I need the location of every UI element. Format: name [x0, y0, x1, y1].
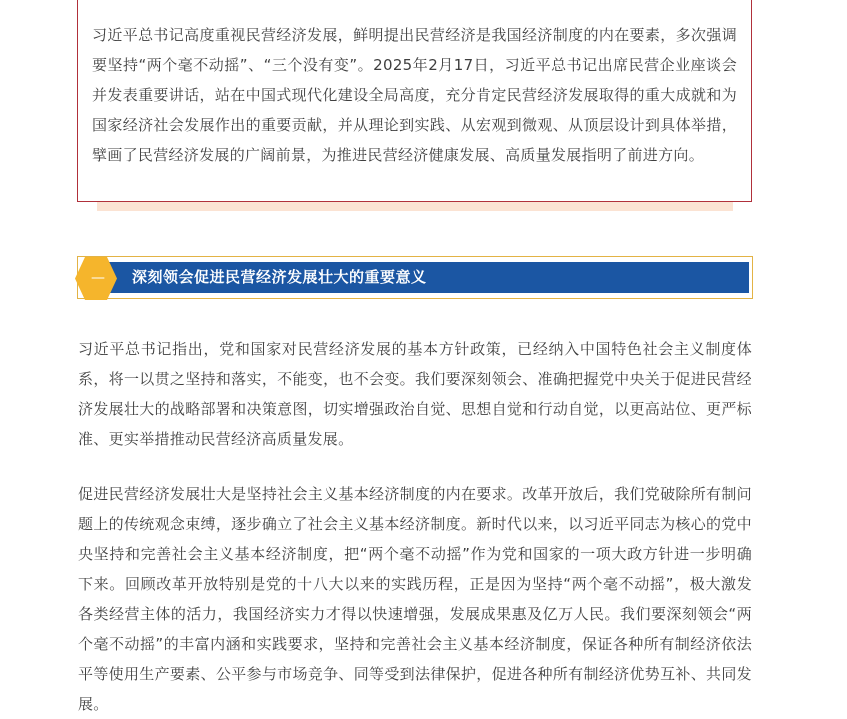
paragraph-1: 习近平总书记指出，党和国家对民营经济发展的基本方针政策，已经纳入中国特色社会主义制度体系，将一以贯之坚持和落实，不能变，也不会变。我们要深刻领会、准确把握党中央关于促进民营经济发展壮大的战略部署和决策意图，切实增强政治自觉、思想自觉和行动自觉，以更高站位、更严标准、更实举措推动民营经济高质量发展。: [78, 340, 752, 448]
section-header-bar: [104, 262, 749, 293]
intro-box: [77, 0, 752, 202]
paragraph-2: 促进民营经济发展壮大是坚持社会主义基本经济制度的内在要求。改革开放后，我们党破除所有制问题上的传统观念束缚，逐步确立了社会主义基本经济制度。新时代以来，以习近平同志为核心的党中央坚持和完善社会主义基本经济制度，把“两个毫不动摇”作为党和国家的一项大政方针进一步明确下来。回顾改革开放特别是党的十八大以来的实践历程，正是因为坚持“两个毫不动摇”，极大激发各类经营主体的活力，我国经济实力才得以快速增强，发展成果惠及亿万人民。我们要深刻领会“两个毫不动摇”的丰富内涵和实践要求，坚持和完善社会主义基本经济制度，保证各种所有制经济依法平等使用生产要素、公平参与市场竞争、同等受到法律保护，促进各种所有制经济优势互补、共同发展。: [78, 485, 752, 713]
section-number-mark: —: [91, 270, 105, 286]
intro-shadow: [97, 202, 733, 211]
section-title: 深刻领会促进民营经济发展壮大的重要意义: [132, 268, 427, 286]
section-header: [77, 256, 753, 299]
intro-text: 习近平总书记高度重视民营经济发展，鲜明提出民营经济是我国经济制度的内在要素，多次强调要坚持“两个毫不动摇”、“三个没有变”。2025年2月17日，习近平总书记出席民营企业座谈会并发表重要讲话，站在中国式现代化建设全局高度，充分肯定民营经济发展取得的重大成就和为国家经济社会发展作出的重要贡献，并从理论到实践、从宏观到微观、从顶层设计到具体举措，擘画了民营经济发展的广阔前景，为推进民营经济健康发展、高质量发展指明了前进方向。: [92, 26, 737, 164]
